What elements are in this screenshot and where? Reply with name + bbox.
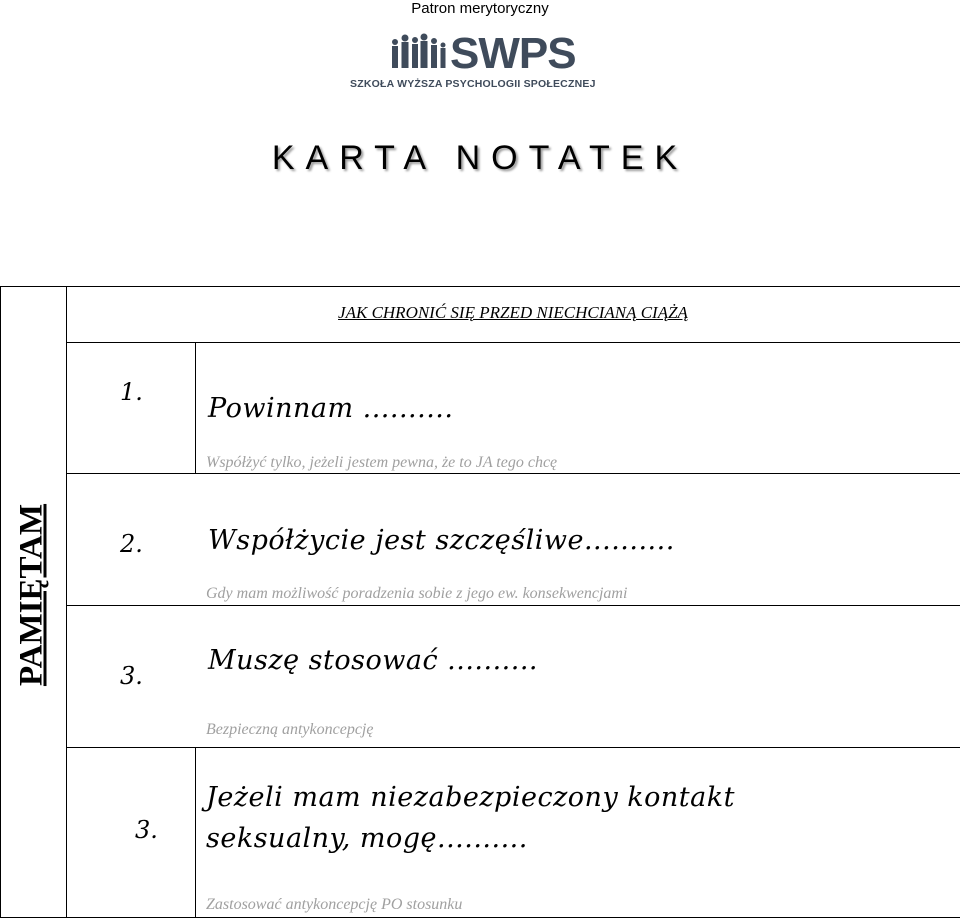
item-number: 1. [120,378,143,406]
item-answer: Gdy mam możliwość poradzenia sobie z jego ew. konsekwencjami [206,585,628,602]
table-col-line [195,747,196,917]
item-prompt: Muszę stosować .......... [208,645,538,676]
section-title: JAK CHRONIĆ SIĘ PRZED NIECHCIANĄ CIĄŻĄ [338,303,688,322]
item-prompt-line: seksualny, mogę.......... [206,823,528,854]
item-prompt-line: Jeżeli mam niezabezpieczony kontakt [206,782,735,813]
table-col-line [195,342,196,473]
people-silhouette-icon [390,32,448,72]
table-row-line [66,747,960,748]
page-title: KARTA NOTATEK [271,139,689,177]
patron-label: Patron merytoryczny [411,0,549,17]
item-number: 2. [120,530,143,558]
table-row-line [66,473,960,474]
item-number: 3. [135,816,158,844]
table-row-line [66,605,960,606]
item-answer: Współżyć tylko, jeżeli jestem pewna, że to JA tego chcę [206,454,558,471]
table-border-top [0,286,960,287]
table-border-left [0,286,1,918]
side-label [8,485,56,705]
table-row-line [66,342,960,343]
item-prompt: Powinnam .......... [208,393,454,424]
table-divider-side [66,286,67,918]
logo-wordmark: SWPS [450,29,576,78]
table-border-bottom [0,917,960,918]
item-prompt: Współżycie jest szczęśliwe.......... [208,525,675,556]
swps-logo [345,28,605,100]
item-number: 3. [120,662,143,690]
item-answer: Zastosować antykoncepcję PO stosunku [206,896,463,913]
logo-subtitle: SZKOŁA WYŻSZA PSYCHOLOGII SPOŁECZNEJ [350,78,596,90]
side-label-text: PAMIĘTAM [13,503,50,687]
item-answer: Bezpieczną antykoncepcję [206,721,374,738]
